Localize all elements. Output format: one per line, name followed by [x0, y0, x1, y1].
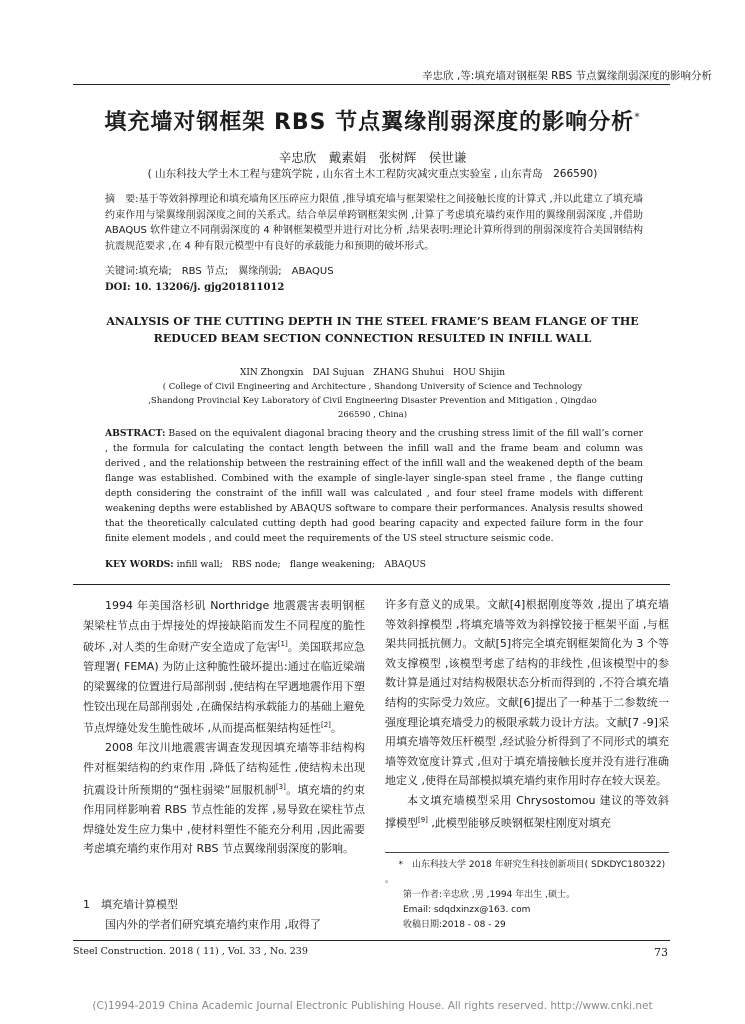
- abstract-cn-label: 摘 要:: [105, 194, 139, 205]
- authors-cn: 辛忠欣 戴素娟 张树辉 侯世谦: [278, 150, 467, 165]
- citation: [2]: [321, 721, 331, 730]
- affiliation-cn: ( 山东科技大学土木工程与建筑学院 , 山东省土木工程防灾减灾重点实验室 , 山东青岛 266590): [147, 168, 598, 180]
- body-paragraph: [83, 596, 365, 738]
- copyright-watermark: (C)1994-2019 China Academic Journal Electronic Publishing House. All rights reserved. http://www.cnki.net: [92, 1000, 653, 1012]
- keywords-en: [105, 557, 643, 573]
- footnote-fund: * 山东科技大学 2018 年研究生科技创新项目( SDKDYC180322) 。: [385, 860, 666, 885]
- body-paragraph: [83, 738, 365, 858]
- footnote-email: Email: sdqdxinzx@163. com: [403, 905, 531, 915]
- keywords-en-label: KEY WORDS:: [105, 559, 174, 570]
- citation: [9]: [418, 815, 428, 824]
- citation: [3]: [275, 782, 286, 791]
- footnote-first-author: 第一作者:辛忠欣 ,男 ,1994 年出生 ,硕士。: [403, 890, 575, 900]
- paragraph-text: 。美国联邦应急管理署( FEMA) 为防止这种脆性破坏提出:通过在临近梁端的梁翼缘的位置进行局部削弱 ,使结构在罕遇地震作用下塑性铰出现在局部削弱处 ,在确保结构承载能力的基础上避免节点焊缝处发生脆性破坏 ,从而提高框架结构延性: [83, 640, 365, 735]
- paragraph-text: 1994 年美国洛杉矶 Northridge 地震震害表明钢框架梁柱节点由于焊接处的焊接缺陷而发生不同程度的脆性破坏 ,对人类的生命财产安全造成了危害: [83, 599, 365, 654]
- citation: [1]: [277, 640, 288, 649]
- footnote-received: 收稿日期:2018 - 08 - 29: [403, 920, 506, 930]
- title-text: 填充墙对钢框架 RBS 节点翼缘削弱深度的影响分析: [104, 110, 635, 135]
- affiliation-en: ( College of Civil Engineering and Architecture , Shandong University of Science and Technology ,Shandong Provincial Key Laboratory of Civil Engineering Disaster Prevention and Mitigation , Qingdao 266590 , China): [148, 382, 597, 420]
- header-rule: [73, 84, 670, 85]
- doi: DOI: 10. 13206/j. gjg201811012: [105, 282, 285, 293]
- authors-en: XIN Zhongxin DAI Sujuan ZHANG Shuhui HOU Shijin: [239, 368, 506, 378]
- body-right-column: [385, 595, 669, 833]
- paper-title-cn: [0, 105, 745, 136]
- footnotes: [385, 858, 669, 933]
- abstract-cn-text: 基于等效斜撑理论和填充墙角区压碎应力限值 ,推导填充墙与框架梁柱之间接触长度的计算式 ,并以此建立了填充墙约束作用与梁翼缘削弱深度之间的关系式。结合单层单跨钢框架实例 ,计算了考虑填充墙约束作用的翼缘削弱深度 ,并借助 ABAQUS 软件建立不同削弱深度的 4 种钢框架模型并进行对比分析 ,结果表明:理论计算所得到的削弱深度符合美国钢结构抗震规范要求 ,在 4 种有限元模型中有良好的承载能力和预期的破坏形式。: [105, 194, 644, 252]
- footer-rule: [73, 940, 670, 941]
- body-paragraph: [83, 915, 365, 935]
- body-paragraph: [385, 791, 669, 833]
- running-head: 辛忠欣 ,等:填充墙对钢框架 RBS 节点翼缘削弱深度的影响分析: [422, 70, 712, 82]
- section-heading: 1 填充墙计算模型: [83, 898, 178, 911]
- paragraph-text: 2008 年汶川地震震害调查发现因填充墙等非结构构件对框架结构的约束作用 ,降低了结构延性 ,使结构未出现抗震设计所预期的“强柱弱梁”屈服机制: [83, 741, 365, 797]
- abstract-en-text: Based on the equivalent diagonal bracing theory and the crushing stress limit of the fill wall’s corner , the formula for calculating the contact length between the infill wall and the frame beam and column was derived , and the relationship between the restraining effect of the infill wall and the weakened depth of the beam flange was established. Combined with the example of single-layer single-span steel frame , the flange cutting depth considering the constraint of the infill wall was calculated , and four steel frame models with different weakening depths were established by ABAQUS software to compare their performances. Analysis results showed that the theoretically calculated cutting depth had good bearing capacity and expected failure form in the four finite element models , and could meet the requirements of the US steel structure seismic code.: [105, 428, 643, 544]
- paragraph-text: ,此模型能够反映钢框架柱刚度对填充: [427, 816, 611, 830]
- footnote-rule: [385, 852, 669, 853]
- abstract-en: [105, 426, 643, 546]
- title-footnote-mark: *: [634, 110, 641, 124]
- keywords-en-text: infill wall; RBS node; flange weakening; ABAQUS: [173, 559, 426, 570]
- body-left-column: [83, 596, 365, 859]
- journal-info: Steel Construction. 2018 ( 11) , Vol. 33 , No. 239: [73, 946, 308, 957]
- paragraph-text: 。: [330, 721, 342, 735]
- abstract-divider: [73, 584, 670, 585]
- keywords-cn: 关键词:填充墙; RBS 节点; 翼缘削弱; ABAQUS: [105, 266, 334, 277]
- paragraph-text: 。填充墙的约束作用同样影响着 RBS 节点性能的发挥 ,易导致在梁柱节点焊缝处发生应力集中 ,使材料塑性不能充分利用 ,因此需要考虑填充墙约束作用对 RBS 节点翼缘削弱深度的影响。: [83, 783, 365, 856]
- paragraph-text: 国内外的学者们研究填充墙约束作用 ,取得了: [105, 918, 321, 931]
- page-number: 73: [654, 946, 668, 959]
- abstract-cn: [105, 192, 643, 254]
- paper-title-en: ANALYSIS OF THE CUTTING DEPTH IN THE STEEL FRAME’S BEAM FLANGE OF THE REDUCED BEAM SECTION CONNECTION RESULTED IN INFILL WALL: [106, 315, 639, 345]
- paragraph-text: 本文填充墙模型采用 Chrysostomou 建议的等效斜撑模型: [385, 793, 669, 830]
- body-paragraph: 许多有意义的成果。文献[4]根据刚度等效 ,提出了填充墙等效斜撑模型 ,将填充墙等效为斜撑铰接于框架平面 ,与框架共同抵抗侧力。文献[5]将完全填充钢框架简化为 3 个等效支撑模型 ,该模型考虑了结构的非线性 ,但该模型中的参数计算是通过对结构极限状态分析而得到的 ,不符合填充墙结构的实际受力效应。文献[6]提出了一种基于二参数统一强度理论填充墙受力的极限承载力设计方法。文献[7 -9]采用填充墙等效压杆模型 ,经试验分析得到了不同形式的填充墙等效宽度计算式 ,但对于填充墙接触长度并没有进行准确地定义 ,使得在局部模拟填充墙约束作用时存在较大误差。: [385, 598, 669, 788]
- abstract-en-label: ABSTRACT:: [105, 428, 166, 439]
